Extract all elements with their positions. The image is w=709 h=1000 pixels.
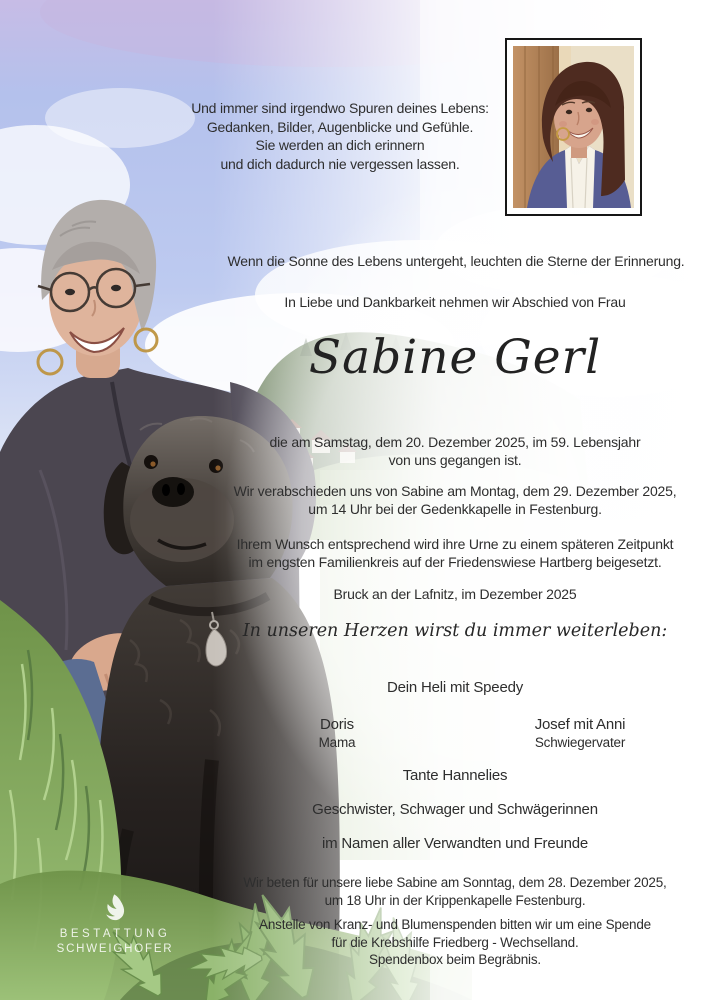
- mourner-aunt: Tante Hannelies: [402, 767, 508, 784]
- hearts-line: In unseren Herzen wirst du immer weiterleben:: [242, 621, 668, 641]
- death-line: von uns gegangen ist.: [388, 452, 522, 468]
- watermark-line2: SCHWEIGHOFER: [56, 943, 174, 955]
- mourner-name: Josef mit Anni: [534, 716, 626, 733]
- mourner-siblings: Geschwister, Schwager und Schwägerinnen: [312, 801, 598, 818]
- sun-quote: Wenn die Sonne des Lebens untergeht, leuchten die Sterne der Erinnerung.: [227, 253, 685, 269]
- intro-line: In Liebe und Dankbarkeit nehmen wir Abschied von Frau: [284, 294, 626, 310]
- urn-line: im engsten Familienkreis auf der Friedenswiese Hartberg beigesetzt.: [248, 554, 662, 570]
- mourner-primary: Dein Heli mit Speedy: [386, 679, 524, 696]
- donation-line: für die Krebshilfe Friedberg - Wechselland.: [331, 934, 579, 950]
- watermark-line1: BESTATTUNG: [59, 928, 171, 940]
- donation-line: Spendenbox beim Begräbnis.: [369, 952, 541, 967]
- death-line: die am Samstag, dem 20. Dezember 2025, im 59. Lebensjahr: [269, 434, 641, 450]
- poem-line: Sie werden an dich erinnern: [255, 137, 425, 154]
- death-announcement: [155, 433, 709, 469]
- poem-line: Gedanken, Bilder, Augenblicke und Gefühle.: [206, 118, 474, 135]
- prayer-line: Wir beten für unsere liebe Sabine am Sonntag, dem 28. Dezember 2025,: [243, 875, 667, 890]
- deceased-name: Sabine Gerl: [308, 330, 602, 385]
- prayer-line: um 18 Uhr in der Krippenkapelle Festenburg.: [324, 892, 586, 908]
- dove-icon: [103, 893, 127, 923]
- poem-line: und dich dadurch nie vergessen lassen.: [220, 155, 460, 172]
- urn-line: Ihrem Wunsch entsprechend wird ihre Urne zu einem späteren Zeitpunkt: [236, 536, 674, 552]
- farewell-line: um 14 Uhr bei der Gedenkkapelle in Festenburg.: [308, 501, 602, 517]
- donation-line: Anstelle von Kranz- und Blumenspenden bitten wir um eine Spende: [259, 917, 651, 932]
- mourner-relation: Schwiegervater: [534, 735, 626, 750]
- mourner-all: im Namen aller Verwandten und Freunde: [321, 835, 589, 852]
- prayer-announcement: [155, 874, 709, 909]
- mourner-right: [495, 716, 665, 751]
- farewell-line: Wir verabschieden uns von Sabine am Montag, dem 29. Dezember 2025,: [233, 483, 677, 499]
- funeral-home-watermark: [40, 893, 190, 957]
- urn-announcement: [155, 535, 709, 571]
- mourner-name: Doris: [319, 716, 354, 733]
- farewell-announcement: [155, 482, 709, 518]
- mourner-relation: Mama: [318, 735, 356, 750]
- mourner-left: [277, 716, 397, 751]
- opening-poem: [140, 99, 540, 173]
- donation-note: [155, 916, 709, 969]
- poem-line: Und immer sind irgendwo Spuren deines Lebens:: [191, 100, 489, 116]
- place-date: Bruck an der Lafnitz, im Dezember 2025: [333, 586, 577, 602]
